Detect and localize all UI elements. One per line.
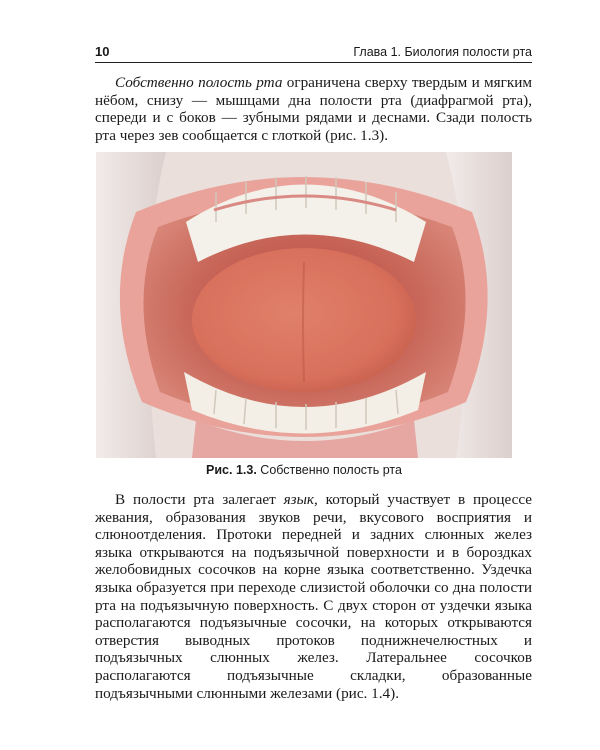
page-header xyxy=(95,42,532,63)
paragraph-text: , который участвует в процессе жевания, образования звуков речи, вкусового восприятия и слюноотделения. Протоки передней и задних слюнных желез языка открываются на подъязычной поверхности и в бороздках желобовидных сосочков на корне языка соответственно. Уздечка языка образуется при переходе слизистой оболочки со дна полости рта на подъязычную поверхность. С двух сторон от уздечки языка располагаются подъязычные сосочки, на которых открываются отверстия выводных протоков поднижнечелюстных и подъязычных слюнных желез. Латеральнее сосочков располагаются подъязычные складки, образованные подъязычными слюнными железами (рис. 1.4). xyxy=(95,491,532,702)
oral-cavity-illustration xyxy=(96,152,512,458)
figure-oral-cavity-photo xyxy=(96,152,512,458)
figure-caption-text: Собственно полость рта xyxy=(256,463,402,477)
running-head: Глава 1. Биология полости рта xyxy=(353,45,532,59)
paragraph-lead: В полости рта залегает xyxy=(115,491,284,508)
paragraph-text: ограничена сверху твердым и мягким нёбом, снизу — мышцами дна полости рта (диафрагмой рта), спереди и с боков — зубными рядами и деснами. Сзади полость рта через зев сообщается с глоткой (рис. 1.3). xyxy=(95,74,532,144)
figure-caption xyxy=(96,463,512,477)
term-oral-cavity-proper: Собственно полость рта xyxy=(115,74,283,91)
paragraph-tongue xyxy=(95,491,532,702)
paragraph-oral-cavity-proper xyxy=(95,74,532,144)
page-number: 10 xyxy=(95,44,110,59)
figure-label: Рис. 1.3. xyxy=(206,463,257,477)
term-tongue: язык xyxy=(283,491,314,508)
tongue-midline xyxy=(303,262,304,382)
